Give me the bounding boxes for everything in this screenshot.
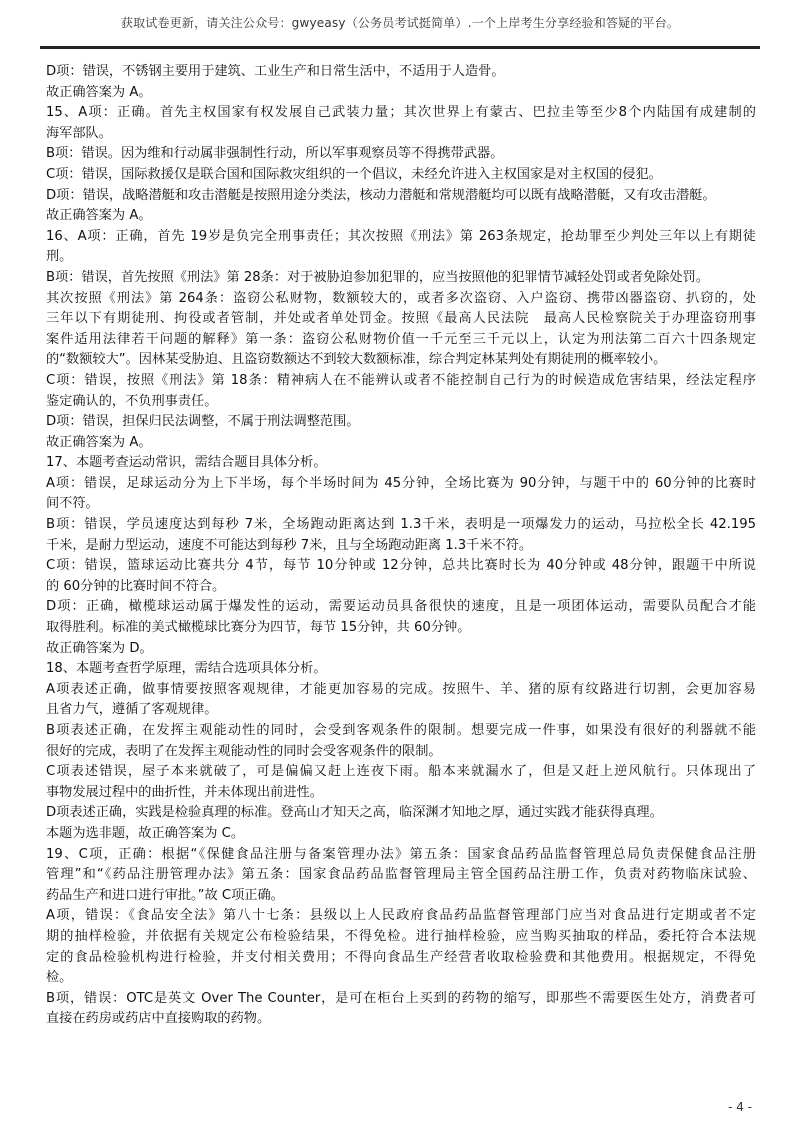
page-header bbox=[0, 0, 800, 56]
text-line: 本题为选非题，故正确答案为 C。 bbox=[46, 825, 245, 841]
text-line: 且省力气，遵循了客观规律。 bbox=[46, 702, 218, 718]
text-line: B项：错误，首先按照《刑法》第 28条：对于被胁迫参加犯罪的，应当按照他的犯罪情节减轻处罚或者免除处罚。 bbox=[46, 269, 710, 285]
text-line: 故正确答案为 D。 bbox=[46, 640, 153, 656]
text-line: 海军部队。 bbox=[46, 125, 112, 141]
text-line: 药品生产和进口进行审批。”故 C项正确。 bbox=[46, 887, 284, 903]
text-line: 其次按照《刑法》第 264条：盗窃公私财物，数额较大的，或者多次盗窃、入户盗窃、携带凶器盗窃、扒窃的，处 bbox=[46, 290, 756, 306]
text-line: 的 60分钟的比赛时间不符合。 bbox=[46, 578, 226, 594]
text-line: C项：错误，国际救援仅是联合国和国际救灾组织的一个倡议，未经允许进入主权国家是对主权国的侵犯。 bbox=[46, 166, 662, 182]
text-line: 17、本题考查运动常识，需结合题目具体分析。 bbox=[46, 455, 327, 471]
text-line: 事物发展过程中的曲折性，并未体现出前进性。 bbox=[46, 784, 323, 800]
text-line: 取得胜利。标准的美式橄榄球比赛分为四节，每节 15分钟，共 60分钟。 bbox=[46, 620, 471, 636]
text-line: D项表述正确，实践是检验真理的标准。登高山才知天之高，临深渊才知地之厚，通过实践才能获得真理。 bbox=[46, 805, 663, 821]
text-line: A项，错误：《食品安全法》第八十七条：县级以上人民政府食品药品监督管理部门应当对食品进行定期或者不定 bbox=[46, 908, 756, 924]
text-line: 千米，是耐力型运动，速度不可能达到每秒 7米，且与全场跑动距离 1.3千米不符。 bbox=[46, 537, 533, 553]
text-line: B项表述正确，在发挥主观能动性的同时，会受到客观条件的限制。想要完成一件事，如果没有很好的利器就不能 bbox=[46, 723, 756, 738]
text-line: 检。 bbox=[46, 970, 73, 986]
text-line: C项：错误，按照《刑法》第 18条：精神病人在不能辨认或者不能控制自己行为的时候造成危害结果，经法定程序 bbox=[46, 372, 756, 388]
text-line: B项，错误：OTC是英文 Over The Counter，是可在柜台上买到的药物的缩写，即那些不需要医生处方，消费者可 bbox=[46, 990, 756, 1006]
text-line: B项：错误。因为维和行动属非强制性行动，所以军事观察员等不得携带武器。 bbox=[46, 146, 504, 162]
document-body bbox=[46, 62, 756, 1030]
text-line: 间不符。 bbox=[46, 496, 99, 512]
text-line: 19、C项，正确：根据“《保健食品注册与备案管理办法》第五条：国家食品药品监督管理总局负责保健食品注册 bbox=[46, 846, 756, 862]
text-line: D项：错误，战略潜艇和攻击潜艇是按照用途分类法，核动力潜艇和常规潜艇均可以既有战略潜艇，又有攻击潜艇。 bbox=[46, 187, 716, 203]
text-line: 定的食品检验机构进行检验，并支付相关费用；不得向食品生产经营者收取检验费和其他费用。根据规定，不得免 bbox=[46, 949, 756, 965]
text-line: 刑。 bbox=[46, 249, 73, 265]
text-line: 鉴定确认的，不负刑事责任。 bbox=[46, 393, 218, 409]
text-line: 故正确答案为 A。 bbox=[46, 434, 152, 450]
text-line: 15、A项：正确。首先主权国家有权发展自己武装力量；其次世界上有蒙古、巴拉圭等至少8个内陆国有成建制的 bbox=[46, 105, 756, 121]
text-line: 16、A项：正确，首先 19岁是负完全刑事责任；其次按照《刑法》第 263条规定，抢劫罪至少判处三年以上有期徒 bbox=[46, 228, 756, 244]
text-line: A项表述正确，做事情要按照客观规律，才能更加容易的完成。按照牛、羊、猪的原有纹路进行切割，会更加容易 bbox=[46, 681, 756, 697]
text-line: 18、本题考查哲学原理，需结合选项具体分析。 bbox=[46, 661, 327, 677]
text-line: D项：错误，担保归民法调整，不属于刑法调整范围。 bbox=[46, 414, 360, 430]
text-line: 期的抽样检验，并依据有关规定公布检验结果，不得免检。进行抽样检验，应当购买抽取的样品，委托符合本法规 bbox=[46, 928, 756, 944]
text-line: 故正确答案为 A。 bbox=[46, 84, 152, 100]
text-line: C项：错误，篮球运动比赛共分 4节，每节 10分钟或 12分钟，总共比赛时长为 40分钟或 48分钟，跟题干中所说 bbox=[46, 558, 756, 574]
text-line: A项：错误，足球运动分为上下半场，每个半场时间为 45分钟，全场比赛为 90分钟，与题干中的 60分钟的比赛时 bbox=[46, 475, 756, 491]
page-number: - 4 - bbox=[728, 1100, 752, 1114]
header-notice: 获取试卷更新，请关注公众号：gwyeasy（公务员考试挺简单）.一个上岸考生分享经验和答疑的平台。 bbox=[120, 16, 680, 30]
text-line: 直接在药房或药店中直接购取的药物。 bbox=[46, 1011, 271, 1027]
header-divider bbox=[40, 46, 760, 49]
text-line: 三年以下有期徒刑、拘役或者管制，并处或者单处罚金。按照《最高人民法院 最高人民检察院关于办理盗窃刑事 bbox=[46, 311, 756, 327]
text-line: D项：错误，不锈钢主要用于建筑、工业生产和日常生活中，不适用于人造骨。 bbox=[46, 64, 505, 79]
text-line: 案件适用法律若干问题的解释》第一条：盗窃公私财物价值一千元至三千元以上，认定为刑法第二百六十四条规定 bbox=[46, 331, 756, 347]
text-line: 很好的完成，表明了在发挥主观能动性的同时会受客观条件的限制。 bbox=[46, 743, 442, 759]
text-line: 故正确答案为 A。 bbox=[46, 208, 152, 224]
text-line: B项：错误，学员速度达到每秒 7米，全场跑动距离达到 1.3千米，表明是一项爆发力的运动，马拉松全长 42.195 bbox=[46, 517, 756, 533]
text-line: 管理”和“《药品注册管理办法》第五条：国家食品药品监督管理局主管全国药品注册工作，负责对药物临床试验、 bbox=[46, 867, 756, 883]
text-line: D项：正确，橄榄球运动属于爆发性的运动，需要运动员具备很快的速度，且是一项团体运动，需要队员配合才能 bbox=[46, 599, 756, 615]
text-line: 的“数额较大”。因林某受胁迫、且盗窃数额达不到较大数额标准，综合判定林某判处有期徒刑的概率较小。 bbox=[46, 352, 667, 368]
text-line: C项表述错误，屋子本来就破了，可是偏偏又赶上连夜下雨。船本来就漏水了，但是又赶上逆风航行。只体现出了 bbox=[46, 764, 756, 780]
